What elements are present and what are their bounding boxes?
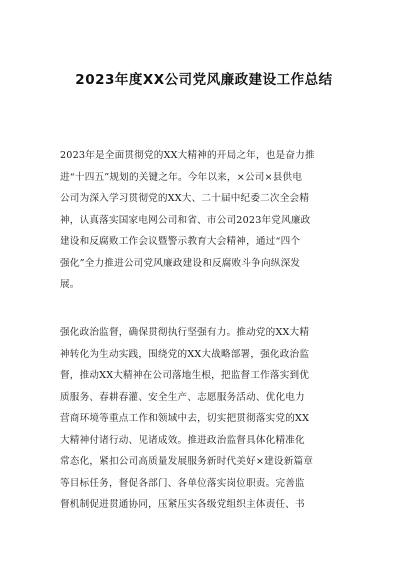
paragraph-line: 神，认真落实国家电网公司和省、市公司2023年党风廉政 — [60, 214, 311, 226]
paragraph-intro — [60, 145, 348, 296]
paragraph-political-supervision — [60, 322, 348, 516]
paragraph-line: 公司为深入学习贯彻党的XX大、二十届中纪委二次全会精 — [60, 193, 310, 204]
paragraph-line: 督，推动XX大精神在公司落地生根，把监督工作落实到优 — [60, 370, 310, 381]
document-title: 2023年度XX公司党风廉政建设工作总结 — [75, 72, 333, 88]
paragraph-line: 等目标任务，督促各部门、各单位落实岗位职责。完善监 — [60, 477, 305, 489]
paragraph-line: 强化政治监督，确保贯彻执行坚强有力。推动党的XX大精 — [60, 327, 310, 338]
paragraph-line: 展。 — [60, 279, 80, 290]
paragraph-line: 建设和反腐败工作会议暨警示教育大会精神，通过“四个 — [60, 236, 301, 247]
paragraph-line: 常态化，紧扣公司高质量发展服务新时代美好×建设新篇章 — [60, 456, 314, 467]
paragraph-line: 神转化为生动实践，围绕党的XX大战略部署，强化政治监 — [60, 348, 310, 360]
paragraph-line: 营商环境等重点工作和领域中去，切实把贯彻落实党的XX — [60, 413, 310, 424]
paragraph-line: 督机制促进贯通协同，压紧压实各级党组织主体责任、书 — [60, 499, 305, 510]
paragraph-line: 质服务、春耕春灌、安全生产、志愿服务活动、优化电力 — [60, 391, 305, 403]
paragraph-line: 大精神付诸行动、见诸成效。推进政治监督具体化精准化 — [60, 434, 305, 446]
paragraph-line: 2023年是全面贯彻党的XX大精神的开局之年，也是奋力推 — [60, 150, 315, 161]
paragraph-line: 强化”全力推进公司党风廉政建设和反腐败斗争向纵深发 — [60, 257, 301, 269]
paragraph-line: 进“十四五”规划的关键之年。今年以来，×公司×县供电 — [60, 171, 303, 183]
